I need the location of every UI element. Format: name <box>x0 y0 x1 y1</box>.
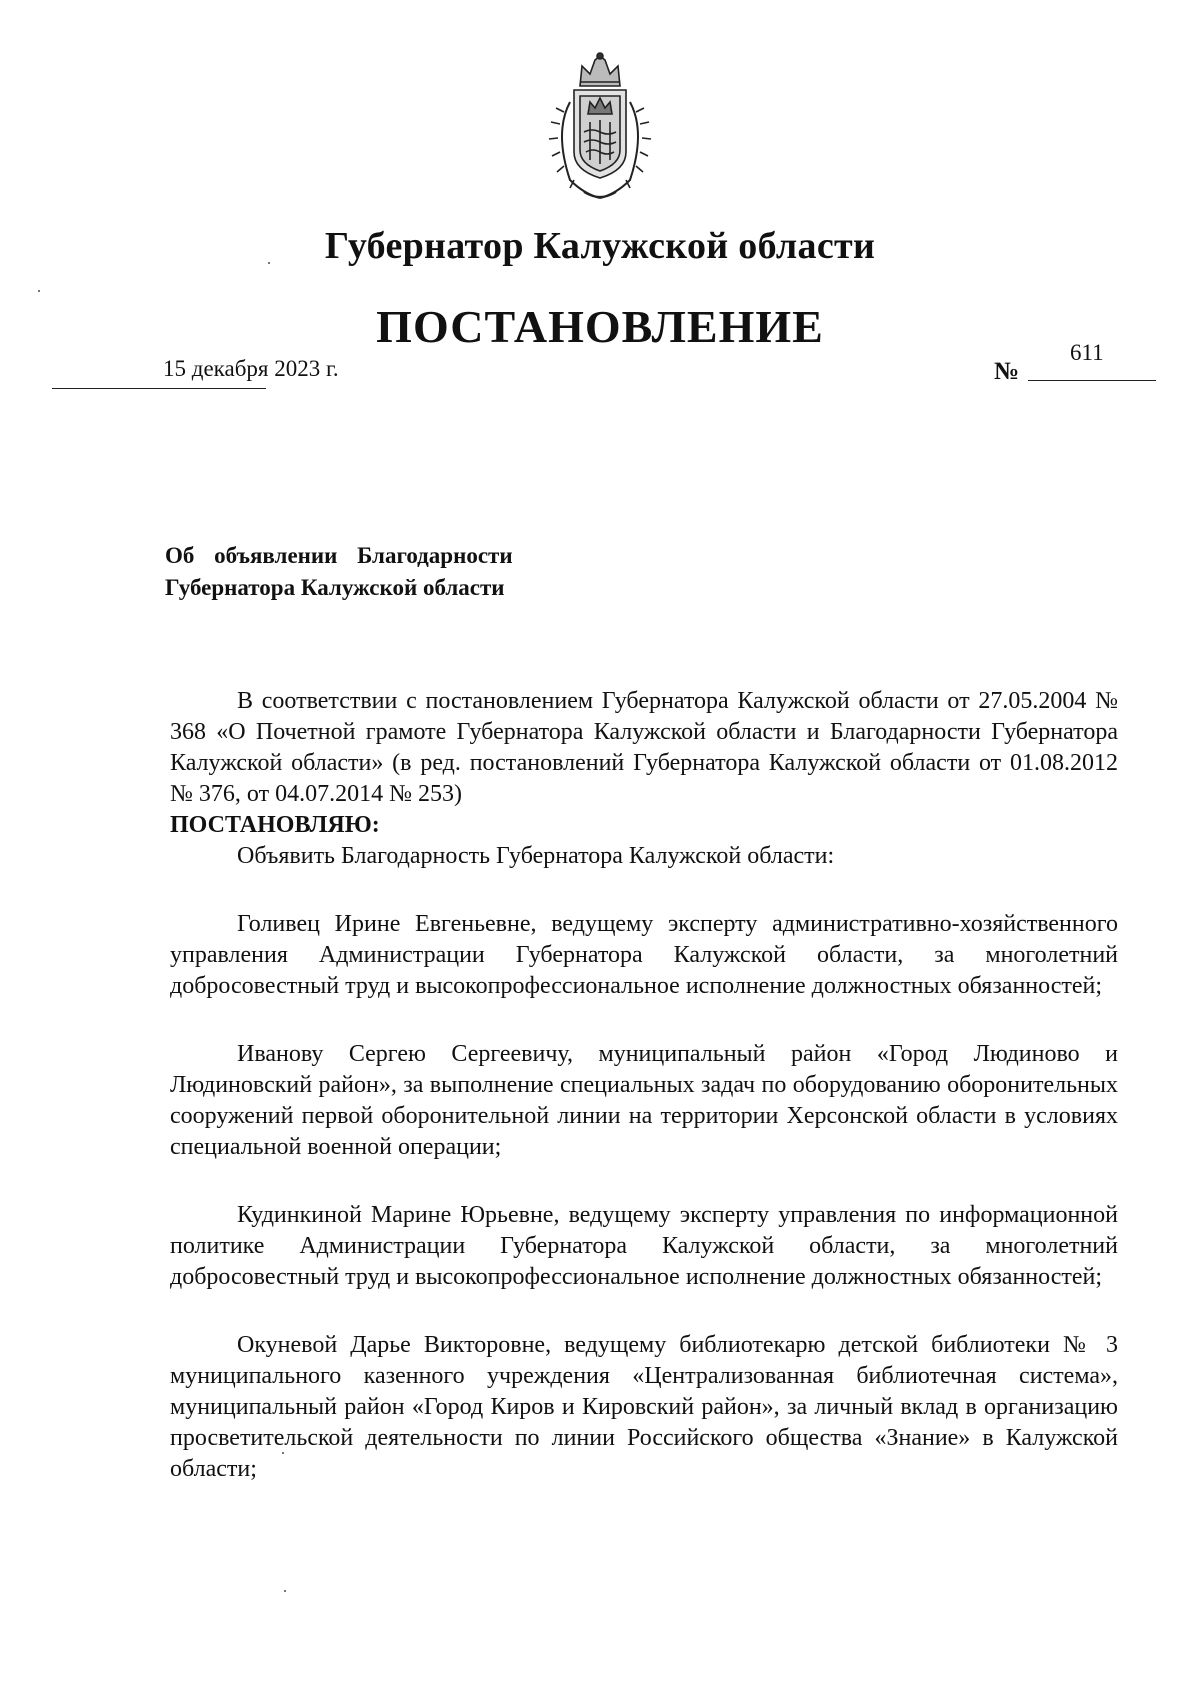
number-label: № <box>994 358 1020 385</box>
award-item-golivec: Голивец Ирине Евгеньевне, ведущему эксперту административно-хозяйственного управления Администрации Губернатора Калужской области, за многолетний добросовестный труд и высокопрофессиональное исполнение должностных обязанностей; <box>170 911 1118 999</box>
document-type-title: ПОСТАНОВЛЕНИЕ <box>376 301 824 352</box>
issuer-title: Губернатор Калужской области <box>324 225 876 267</box>
document-number: 611 <box>1070 340 1104 365</box>
award-item-kudinkina: Кудинкиной Марине Юрьевне, ведущему эксперту управления по информационной политике Администрации Губернатора Калужской области, за многолетний добросовестный труд и высокопрофессиональное исполнение должностных обязанностей; <box>170 1202 1118 1290</box>
coat-of-arms-emblem <box>540 52 660 204</box>
preamble-paragraph: В соответствии с постановлением Губернатора Калужской области от 27.05.2004 № 368 «О Почетной грамоте Губернатора Калужской области и Благодарности Губернатора Калужской области» (в ред. постановлений Губернатора Калужской области от 01.08.2012 № 376, от 04.07.2014 № 253) <box>170 688 1118 807</box>
number-underline <box>1028 380 1156 381</box>
scan-speck <box>282 1452 284 1454</box>
award-item-okuneva: Окуневой Дарье Викторовне, ведущему библиотекарю детской библиотеки № 3 муниципального казенного учреждения «Централизованная библиотечная система», муниципальный район «Город Киров и Кировский район», за личный вклад в организацию просветительской деятельности по линии Российского общества «Знание» в Калужской области; <box>170 1332 1118 1482</box>
award-item-ivanov: Иванову Сергею Сергеевичу, муниципальный район «Город Людиново и Людиновский район», за выполнение специальных задач по оборудованию оборонительных сооружений первой оборонительной линии на территории Херсонской области в условиях специальной военной операции; <box>170 1041 1118 1160</box>
subject-line-1: Об объявлении Благодарности <box>165 543 513 568</box>
date-underline <box>52 388 266 389</box>
document-date: 15 декабря 2023 г. <box>163 356 339 381</box>
scan-speck <box>38 290 40 292</box>
document-body <box>170 686 1118 1485</box>
subject-line-2: Губернатора Калужской области <box>165 575 505 600</box>
document-subject <box>165 540 513 604</box>
scan-speck <box>268 262 270 264</box>
decree-word: ПОСТАНОВЛЯЮ: <box>170 812 380 838</box>
scan-speck <box>284 1590 286 1592</box>
announce-paragraph: Объявить Благодарность Губернатора Калужской области: <box>237 843 835 869</box>
